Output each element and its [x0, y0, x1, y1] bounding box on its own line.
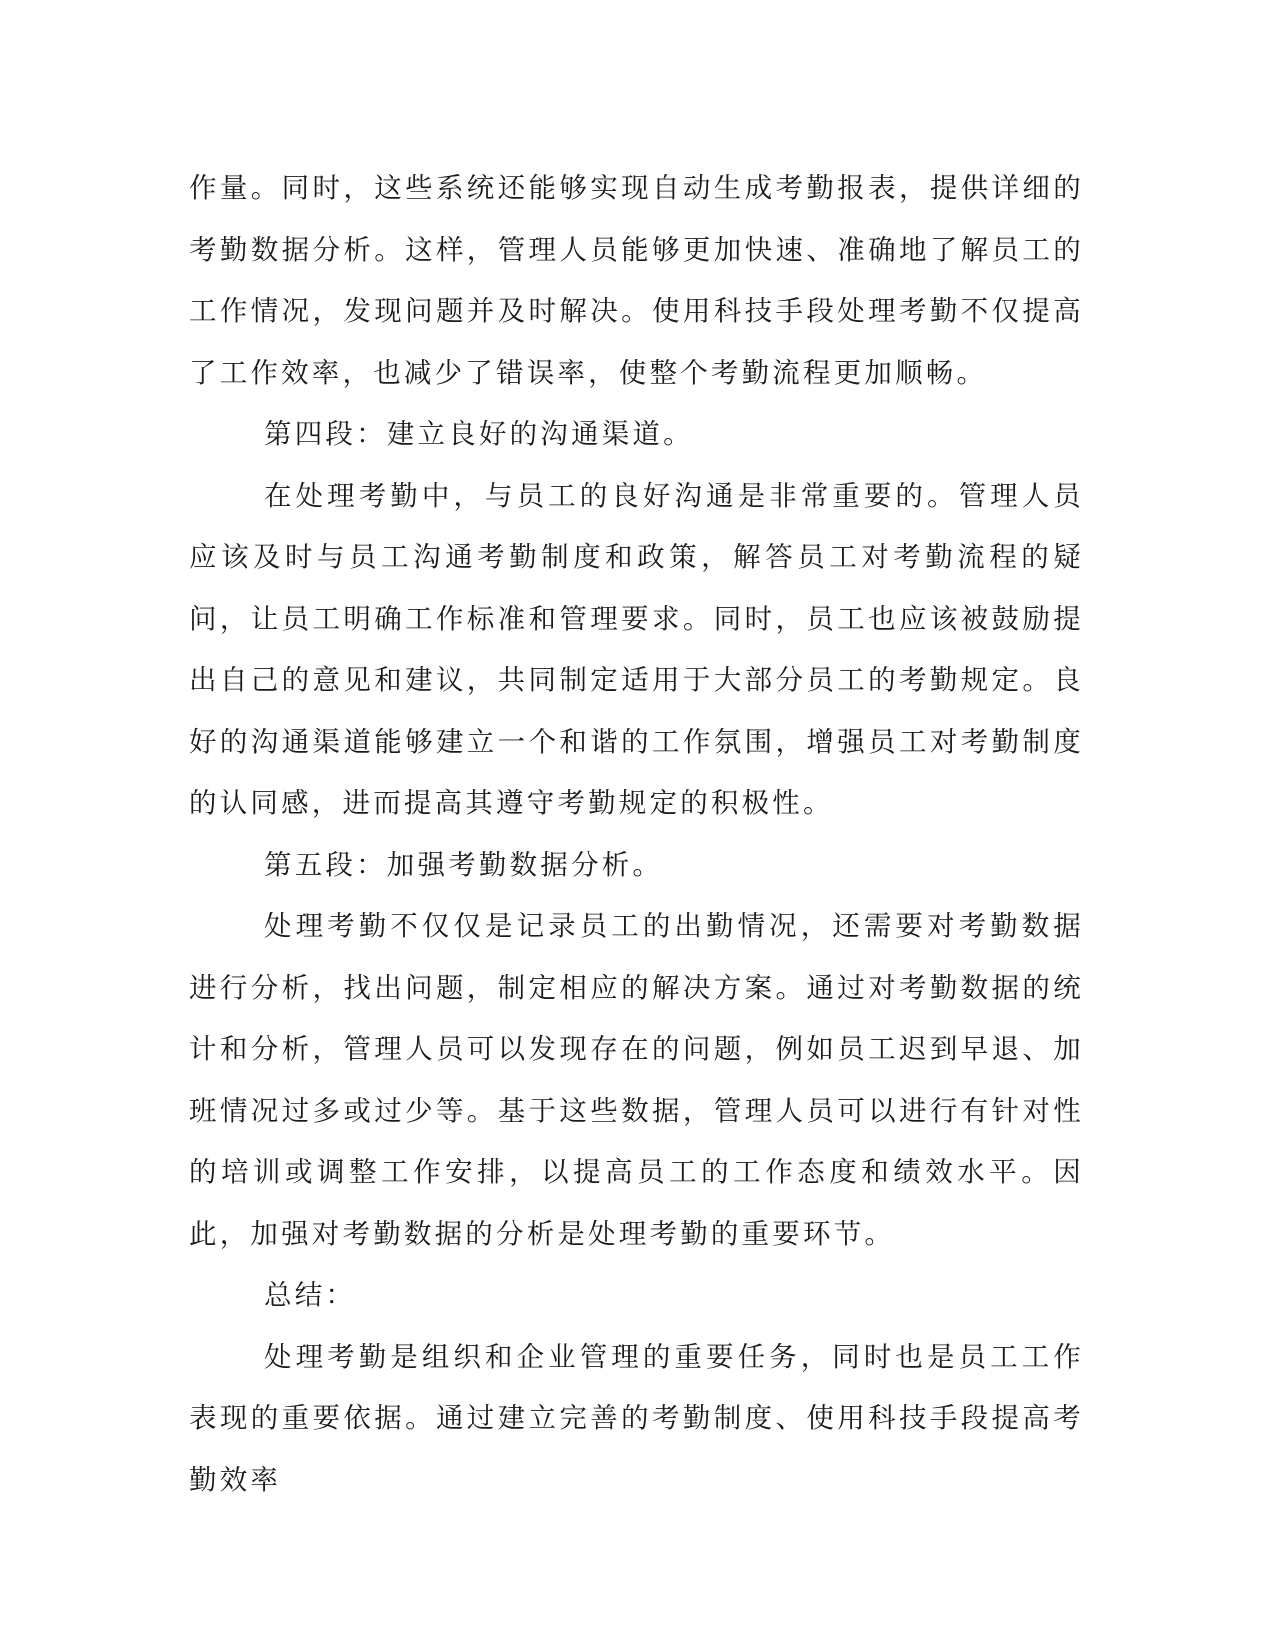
paragraph-summary: 处理考勤是组织和企业管理的重要任务，同时也是员工工作表现的重要依据。通过建立完善的考勤制度、使用科技手段提高考勤效率: [189, 1340, 1084, 1496]
paragraph-data-analysis: 处理考勤不仅仅是记录员工的出勤情况，还需要对考勤数据进行分析，找出问题，制定相应的解决方案。通过对考勤数据的统计和分析，管理人员可以发现存在的问题，例如员工迟到早退、加班情况过多或过少等。基于这些数据，管理人员可以进行有针对性的培训或调整工作安排，以提高员工的工作态度和绩效水平。因此，加强对考勤数据的分析是处理考勤的重要环节。: [189, 910, 1084, 1250]
document-body: [189, 158, 1084, 1511]
section-heading-5: 第五段：加强考勤数据分析。: [264, 848, 664, 881]
paragraph-continuation: 作量。同时，这些系统还能够实现自动生成考勤报表，提供详细的考勤数据分析。这样，管理人员能够更加快速、准确地了解员工的工作情况，发现问题并及时解决。使用科技手段处理考勤不仅提高了工作效率，也减少了错误率，使整个考勤流程更加顺畅。: [189, 172, 1084, 389]
summary-heading: 总结：: [264, 1279, 357, 1311]
section-heading-4: 第四段：建立良好的沟通渠道。: [264, 418, 694, 450]
paragraph-communication: 在处理考勤中，与员工的良好沟通是非常重要的。管理人员应该及时与员工沟通考勤制度和政策，解答员工对考勤流程的疑问，让员工明确工作标准和管理要求。同时，员工也应该被鼓励提出自己的意见和建议，共同制定适用于大部分员工的考勤规定。良好的沟通渠道能够建立一个和谐的工作氛围，增强员工对考勤制度的认同感，进而提高其遵守考勤规定的积极性。: [189, 479, 1084, 819]
